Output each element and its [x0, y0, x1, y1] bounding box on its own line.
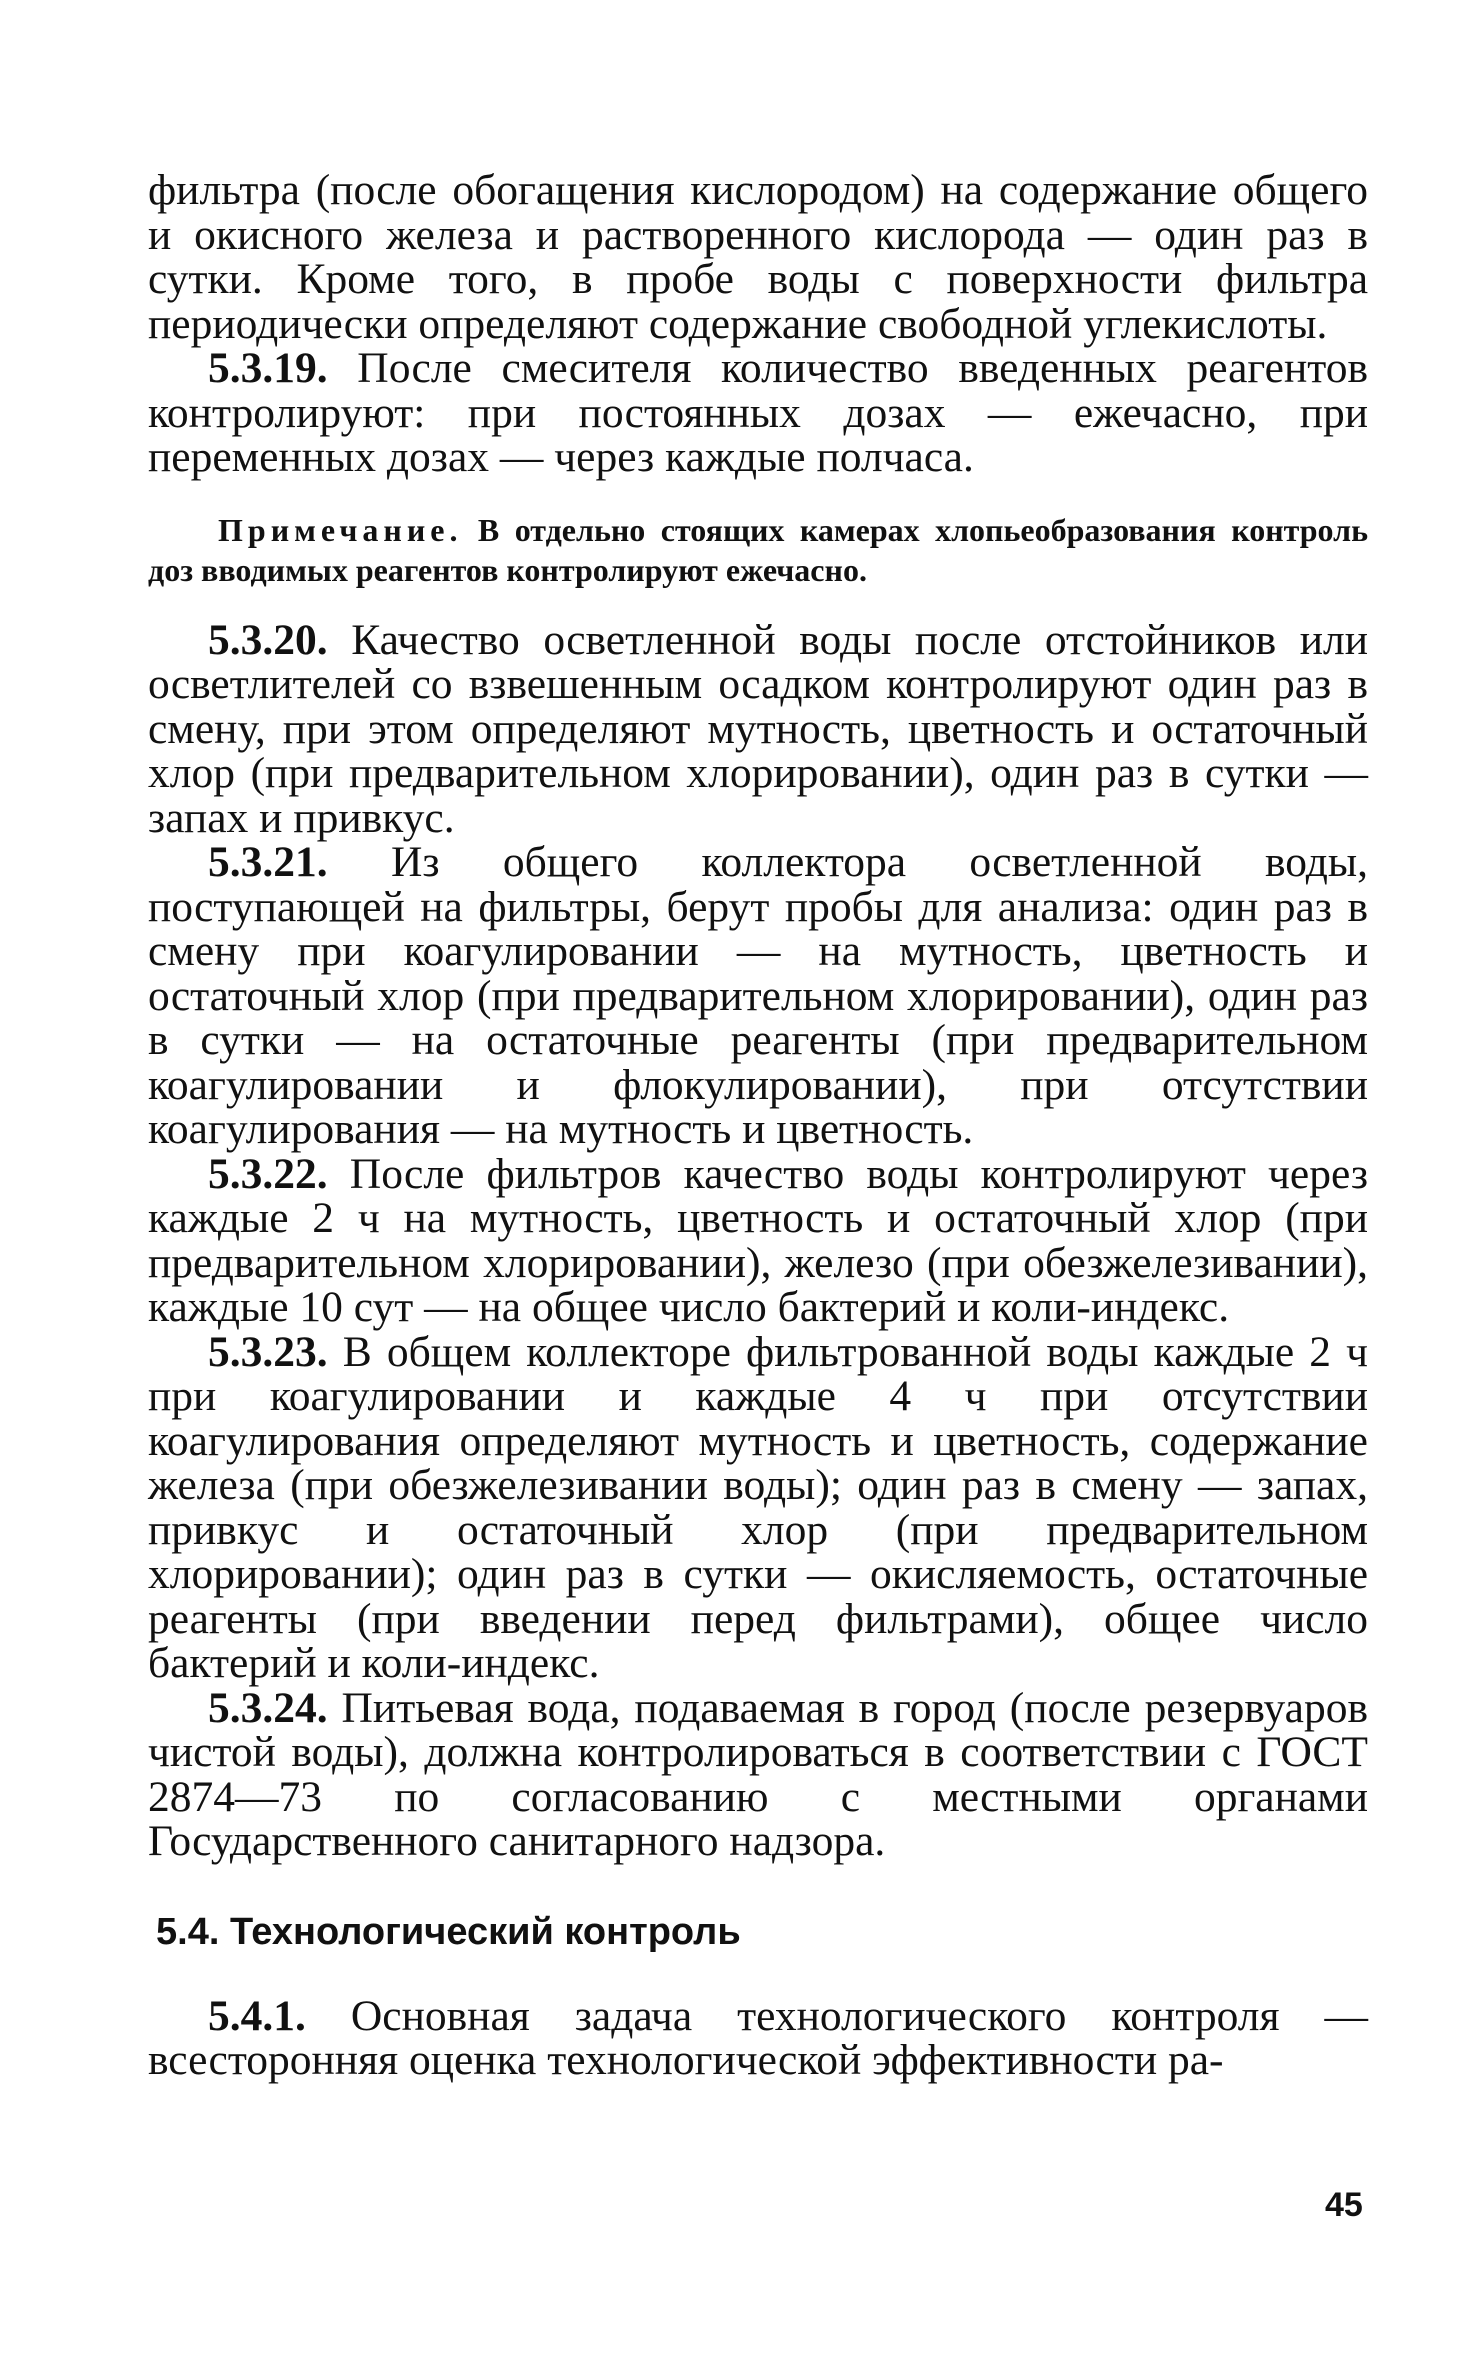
- paragraph-5-3-23: [148, 1327, 1369, 1687]
- paragraph-text: Из общего коллектора осветленной воды, поступающей на фильтры, берут пробы для анализа: один раз в смену при коагулировании — на мутность, цветность и остаточный хлор (при предварительном хлорировании), один раз в сутки — на остаточные реагенты (при предварительном коагулировании и флокулировании), при отсутствии коагулирования — на мутность и цветность.: [148, 838, 1368, 1153]
- note-label: Примечание.: [218, 511, 463, 548]
- paragraph-5-4-1: [148, 1991, 1369, 2084]
- page-number: 45: [1325, 2186, 1363, 2224]
- page-body: [148, 168, 1368, 2083]
- paragraph-5-3-19: [148, 346, 1368, 480]
- main-text: [148, 168, 1368, 480]
- paragraph-text: Основная задача технологического контроля — всесторонняя оценка технологической эффективности ра-: [148, 1991, 1369, 2084]
- paragraph-number: 5.3.24.: [208, 1683, 328, 1732]
- paragraph-5-3-20: [148, 615, 1368, 842]
- paragraph-text: После смесителя количество введенных реагентов контролируют: при постоянных дозах — ежечасно, при переменных дозах — через каждые полчаса.: [148, 344, 1368, 481]
- paragraph-number: 5.3.21.: [208, 838, 328, 886]
- section-heading: 5.4. Технологический контроль: [156, 1910, 741, 1953]
- main-text-continued: [148, 615, 1369, 1865]
- paragraph-number: 5.3.19.: [208, 344, 328, 392]
- paragraph-text: Качество осветленной воды после отстойников или осветлителей со взвешенным осадком контролируют один раз в смену, при этом определяют мутность, цветность и остаточный хлор (при предварительном хлорировании), один раз в сутки — запах и привкус.: [148, 615, 1368, 842]
- paragraph-number: 5.4.1.: [208, 1991, 306, 2040]
- paragraph-number: 5.3.22.: [208, 1149, 328, 1198]
- paragraph-text: В общем коллекторе фильтрованной воды каждые 2 ч при коагулировании и каждые 4 ч при отсутствии коагулирования определяют мутность и цветность, содержание железа (при обезжелезивании воды); один раз в смену — запах, привкус и остаточный хлор (при предварительном хлорировании); один раз в сутки — окисляемость, остаточные реагенты (при введении перед фильтрами), общее число бактерий и коли-индекс.: [148, 1327, 1369, 1687]
- paragraph-5-3-22: [148, 1149, 1368, 1331]
- note-text: В отдельно стоящих камерах хлопьеобразования контроль доз вводимых реагентов контролируют ежечасно.: [148, 511, 1369, 588]
- paragraph-text: После фильтров качество воды контролируют через каждые 2 ч на мутность, цветность и остаточный хлор (при предварительном хлорировании), железо (при обезжелезивании), каждые 10 сут — на общее число бактерий и коли-индекс.: [148, 1149, 1368, 1331]
- paragraph-5-3-24: [148, 1683, 1369, 1865]
- paragraph-number: 5.3.23.: [208, 1327, 328, 1376]
- note-paragraph: [148, 510, 1368, 590]
- paragraph-5-3-21: [148, 840, 1368, 1152]
- section-text: [148, 1991, 1369, 2084]
- intro-paragraph: фильтра (после обогащения кислородом) на содержание общего и окисного железа и растворенного кислорода — один раз в сутки. Кроме того, в пробе воды с поверхности фильтра периодически определяют содержание свободной углекислоты.: [148, 166, 1368, 348]
- paragraph-number: 5.3.20.: [208, 615, 328, 664]
- paragraph-text: Питьевая вода, подаваемая в город (после резервуаров чистой воды), должна контролироваться в соответствии с ГОСТ 2874—73 по согласованию с местными органами Государственного санитарного надзора.: [148, 1683, 1369, 1865]
